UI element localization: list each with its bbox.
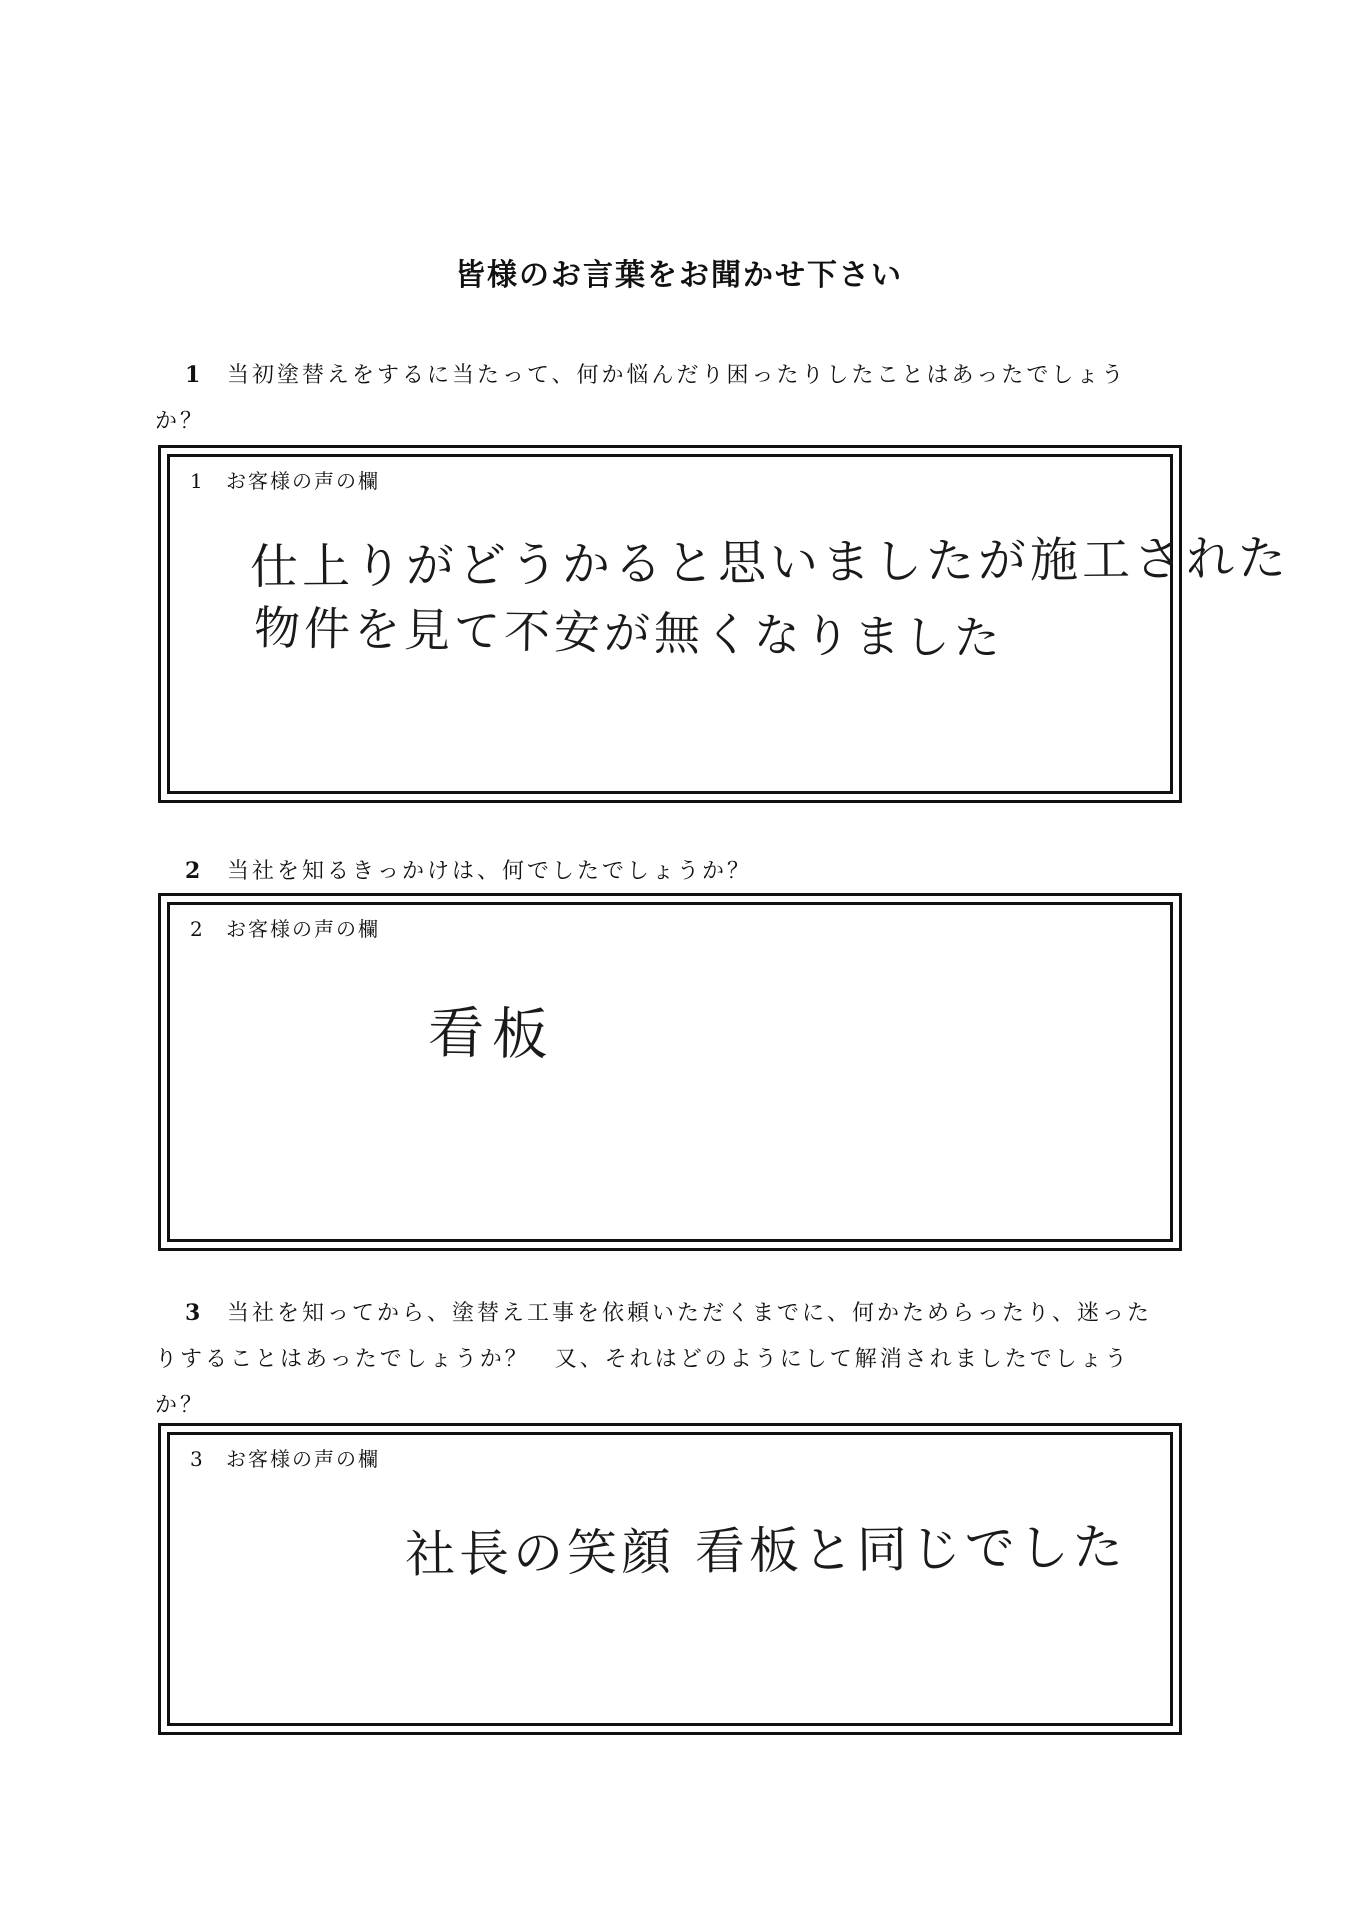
question-2-line-1	[185, 848, 1185, 895]
question-3-number: 3	[185, 1300, 204, 1326]
answer-2-handwriting	[428, 995, 556, 1075]
question-1-line-2	[155, 399, 1185, 445]
question-3	[155, 1290, 1185, 1429]
question-1-text-2: か？	[155, 409, 206, 434]
answer-box-2	[158, 893, 1182, 1251]
question-3-line-1	[185, 1290, 1185, 1337]
question-3-text-1: 当社を知ってから、塗替え工事を依頼いただくまでに、何かためらったり、迷った	[227, 1301, 1153, 1326]
question-2-number: 2	[185, 858, 204, 884]
answer-3-line-1: 社長の笑顔 看板と同じでした	[404, 1518, 1128, 1584]
question-1-text-1: 当初塗替えをするに当たって、何か悩んだり困ったりしたことはあったでしょう	[227, 363, 1127, 388]
answer-box-3-inner[interactable]	[167, 1432, 1173, 1726]
answer-box-3-label	[190, 1443, 380, 1472]
answer-1-line-2: 物件を見て不安が無くなりました	[253, 600, 1005, 666]
question-1	[155, 352, 1185, 445]
answer-box-1-label-text: お客様の声の欄	[226, 469, 380, 493]
answer-box-2-inner[interactable]	[167, 902, 1173, 1242]
question-1-line-1	[185, 352, 1185, 399]
answer-1-line-1: 仕上りがどうかると思いましたが施工された	[249, 530, 1291, 596]
answer-1-handwriting	[250, 527, 1290, 671]
question-3-text-2: りすることはあったでしょうか？ 又、それはどのようにして解消されましたでしょう	[155, 1347, 1130, 1372]
answer-box-3-number: 3	[190, 1447, 205, 1471]
answer-box-3	[158, 1423, 1182, 1735]
answer-box-1-inner[interactable]	[167, 454, 1291, 794]
answer-box-1-label	[190, 465, 380, 494]
question-2	[185, 848, 1185, 895]
question-1-number: 1	[185, 362, 204, 388]
question-3-text-3: か？	[155, 1393, 206, 1418]
answer-box-2-label	[190, 913, 380, 942]
answer-box-1-number: 1	[190, 469, 205, 493]
answer-3-handwriting	[405, 1513, 1127, 1589]
question-3-line-2	[155, 1337, 1185, 1383]
question-2-text-1: 当社を知るきっかけは、何でしたでしょうか？	[227, 859, 753, 884]
answer-box-2-label-text: お客様の声の欄	[226, 917, 380, 941]
answer-box-1	[158, 445, 1291, 803]
answer-box-3-label-text: お客様の声の欄	[226, 1447, 380, 1471]
page-title: 皆様のお言葉をお聞かせ下さい	[455, 258, 903, 293]
answer-box-2-number: 2	[190, 917, 205, 941]
answer-2-line-1: 看板	[427, 1000, 557, 1069]
